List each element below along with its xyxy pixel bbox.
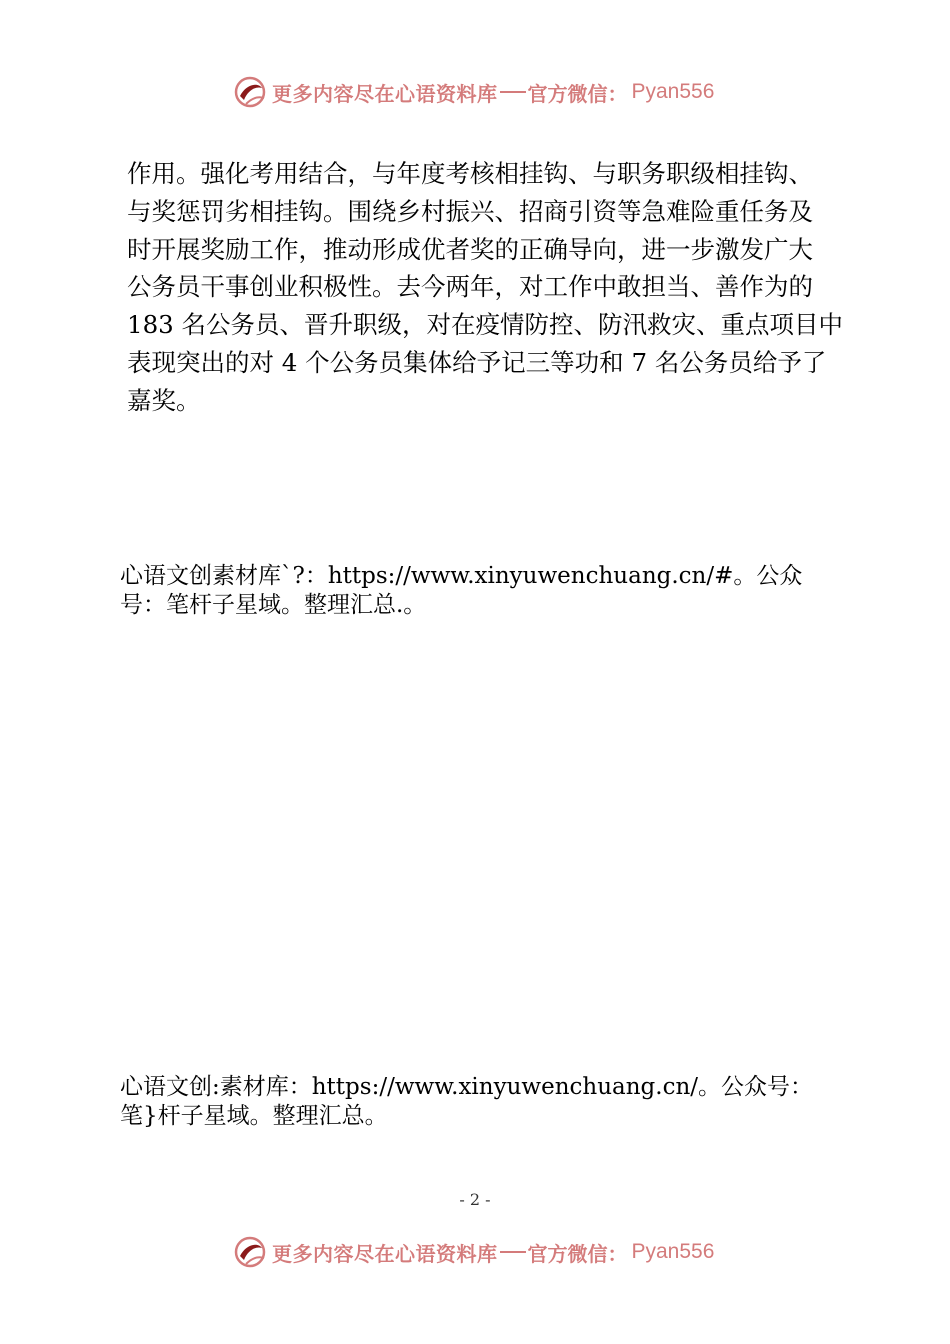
- header-promo-text: 更多内容尽在心语资料库: [272, 81, 498, 106]
- body-paragraph: [127, 155, 844, 420]
- header-wechat-id: Pyan556: [631, 80, 715, 103]
- header-dash: [500, 91, 526, 93]
- source-note-line: 笔}杆子星域。整理汇总。: [120, 1103, 388, 1129]
- footer-promo-text: 更多内容尽在心语资料库: [272, 1241, 498, 1266]
- footer-wechat-id: Pyan556: [631, 1240, 715, 1263]
- footer-wechat-label: 官方微信：: [527, 1241, 628, 1266]
- source-note-line: 心语文创:素材库：https://www.xinyuwenchuang.cn/。公众号：: [120, 1074, 814, 1100]
- body-line: 嘉奖。: [127, 385, 201, 415]
- body-line: 表现突出的对 4 个公务员集体给予记三等功和 7 名公务员给予了: [127, 347, 827, 377]
- swirl-logo-icon: [232, 1234, 268, 1270]
- body-line: 183 名公务员、晋升职级，对在疫情防控、防汛救灾、重点项目中: [127, 310, 844, 340]
- header-banner: [232, 72, 714, 112]
- body-line: 作用。强化考用结合，与年度考核相挂钩、与职务职级相挂钩、: [127, 159, 813, 188]
- body-line: 公务员干事创业积极性。去今两年，对工作中敢担当、善作为的: [127, 272, 813, 302]
- page-number: - 2 -: [459, 1190, 491, 1209]
- source-note-line: 心语文创素材库`?：https://www.xinyuwenchuang.cn/#。公众: [120, 563, 803, 589]
- body-line: 时开展奖励工作，推动形成优者奖的正确导向，进一步激发广大: [127, 234, 813, 264]
- footer-dash: [500, 1251, 526, 1253]
- footer-banner: [232, 1232, 714, 1272]
- source-note-line: 号：笔杆子星域。整理汇总.。: [120, 592, 427, 618]
- swirl-logo-icon: [232, 74, 268, 110]
- header-wechat-label: 官方微信：: [527, 81, 628, 106]
- body-line: 与奖惩罚劣相挂钩。围绕乡村振兴、招商引资等急难险重任务及: [127, 196, 813, 226]
- source-note-2: [120, 1073, 840, 1131]
- source-note-1: [120, 562, 840, 620]
